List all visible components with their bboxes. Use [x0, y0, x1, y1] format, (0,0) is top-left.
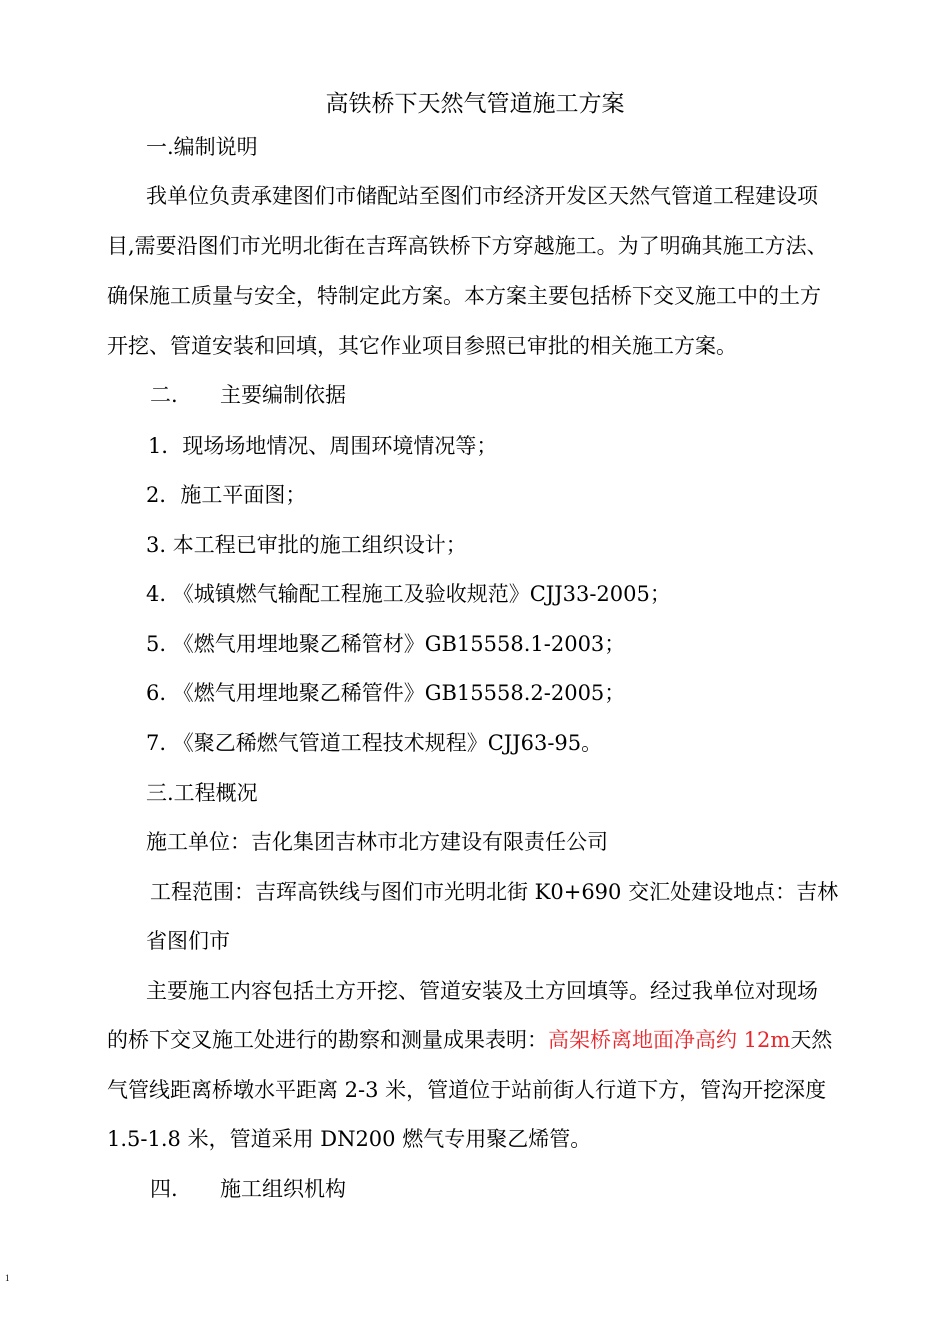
section-4-heading-number: 四. [150, 1177, 178, 1201]
basis-item-5: 5. 《燃气用埋地聚乙稀管材》GB15558.1-2003； [146, 632, 626, 656]
section-2-heading-number: 二. [150, 383, 178, 407]
section-4-heading: 施工组织机构 [220, 1177, 346, 1201]
bridge-clearance-highlight: 高架桥离地面净高约 12m [548, 1028, 791, 1052]
section-1-para-line-4: 开挖、管道安装和回填，其它作业项目参照已审批的相关施工方案。 [107, 334, 737, 358]
basis-item-3: 3. 本工程已审批的施工组织设计； [146, 533, 467, 557]
section-1-para-line-2: 目,需要沿图们市光明北街在吉珲高铁桥下方穿越施工。为了明确其施工方法、 [107, 234, 828, 258]
content-line-3: 气管线距离桥墩水平距离 2-3 米，管道位于站前街人行道下方，管沟开挖深度 [107, 1078, 827, 1102]
content-line-4: 1.5-1.8 米，管道采用 DN200 燃气专用聚乙烯管。 [107, 1127, 592, 1151]
content-line-2-tail: 天然 [790, 1028, 833, 1052]
document-title: 高铁桥下天然气管道施工方案 [325, 91, 625, 117]
basis-item-7: 7. 《聚乙稀燃气管道工程技术规程》CJJ63-95。 [146, 731, 603, 755]
content-line-1: 主要施工内容包括土方开挖、管道安装及土方回填等。经过我单位对现场 [146, 979, 818, 1003]
content-line-2 [107, 1025, 832, 1055]
section-1-para-line-1: 我单位负责承建图们市储配站至图们市经济开发区天然气管道工程建设项 [146, 184, 818, 208]
basis-item-6: 6. 《燃气用埋地聚乙稀管件》GB15558.2-2005； [146, 681, 626, 705]
construction-unit: 施工单位：吉化集团吉林市北方建设有限责任公司 [146, 830, 608, 854]
page-number: 1 [5, 1273, 10, 1283]
project-scope-line-2: 省图们市 [146, 929, 230, 953]
basis-item-1: 1．现场场地情况、周围环境情况等； [148, 434, 498, 458]
basis-item-2: 2．施工平面图； [146, 483, 307, 507]
section-1-para-line-3: 确保施工质量与安全，特制定此方案。本方案主要包括桥下交叉施工中的土方 [107, 284, 821, 308]
section-3-heading: 三.工程概况 [146, 781, 258, 805]
project-scope-line-1: 工程范围：吉珲高铁线与图们市光明北街 K0+690 交汇处建设地点：吉林 [150, 880, 839, 904]
section-2-heading: 主要编制依据 [220, 383, 346, 407]
section-1-heading: 一.编制说明 [146, 135, 258, 159]
basis-item-4: 4. 《城镇燃气输配工程施工及验收规范》CJJ33-2005； [146, 582, 671, 606]
content-line-2-text: 的桥下交叉施工处进行的勘察和测量成果表明： [107, 1028, 548, 1052]
